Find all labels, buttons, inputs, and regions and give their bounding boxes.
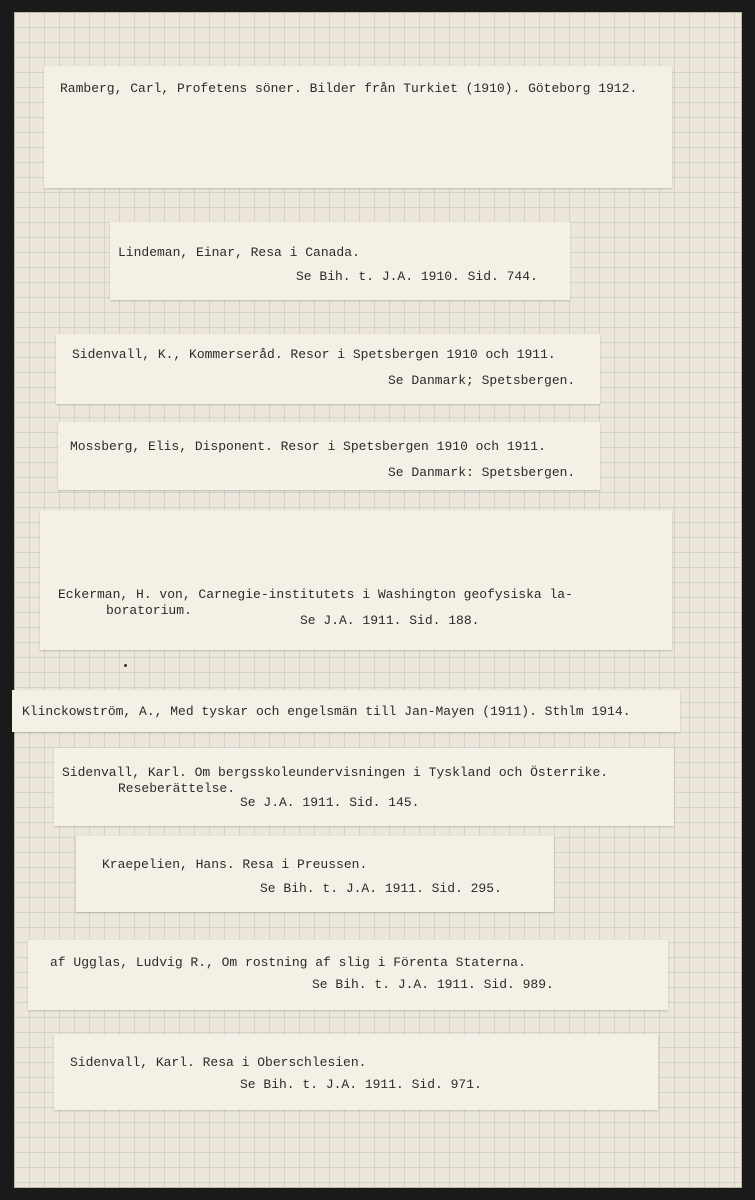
entry-line: boratorium. (106, 603, 192, 618)
catalog-slip-eckerman (40, 510, 672, 650)
entry-line: Ramberg, Carl, Profetens söner. Bilder från Turkiet (1910). Göteborg 1912. (60, 81, 638, 96)
catalog-slip-ugglas (28, 940, 668, 1010)
entry-reference: Se Bih. t. J.A. 1911. Sid. 989. (312, 977, 554, 992)
entry-reference: Se Danmark; Spetsbergen. (388, 373, 576, 388)
entry-line: Klinckowström, A., Med tyskar och engelsmän till Jan-Mayen (1911). Sthlm 1914. (22, 704, 631, 719)
entry-line: Lindeman, Einar, Resa i Canada. (118, 245, 360, 260)
catalog-slip-sidenvall-karl-2 (54, 1034, 658, 1110)
catalog-slip-klinckowstrom (12, 690, 680, 732)
entry-line: Reseberättelse. (118, 781, 236, 796)
entry-line: Sidenvall, Karl. Om bergsskoleundervisningen i Tyskland och Österrike. (62, 765, 609, 780)
entry-reference: Se J.A. 1911. Sid. 145. (240, 795, 420, 810)
entry-line: Kraepelien, Hans. Resa i Preussen. (102, 857, 368, 872)
entry-reference: Se Bih. t. J.A. 1911. Sid. 295. (260, 881, 502, 896)
catalog-slip-sidenvall-k (56, 334, 600, 404)
entry-line: Sidenvall, K., Kommerseråd. Resor i Spetsbergen 1910 och 1911. (72, 347, 556, 362)
catalog-slip-ramberg (44, 66, 672, 188)
ink-dot (124, 664, 127, 667)
entry-line: Sidenvall, Karl. Resa i Oberschlesien. (70, 1055, 367, 1070)
entry-reference: Se J.A. 1911. Sid. 188. (300, 613, 480, 628)
catalog-slip-lindeman (110, 222, 570, 300)
entry-line: Eckerman, H. von, Carnegie-institutets i Washington geofysiska la- (58, 587, 573, 602)
entry-line: Mossberg, Elis, Disponent. Resor i Spetsbergen 1910 och 1911. (70, 439, 546, 454)
entry-reference: Se Bih. t. J.A. 1911. Sid. 971. (240, 1077, 482, 1092)
catalog-slip-sidenvall-karl-1 (54, 748, 674, 826)
entry-reference: Se Bih. t. J.A. 1910. Sid. 744. (296, 269, 538, 284)
catalog-slip-kraepelien (76, 836, 554, 912)
entry-reference: Se Danmark: Spetsbergen. (388, 465, 576, 480)
catalog-slip-mossberg (58, 422, 600, 490)
entry-line: af Ugglas, Ludvig R., Om rostning af slig i Förenta Staterna. (50, 955, 526, 970)
